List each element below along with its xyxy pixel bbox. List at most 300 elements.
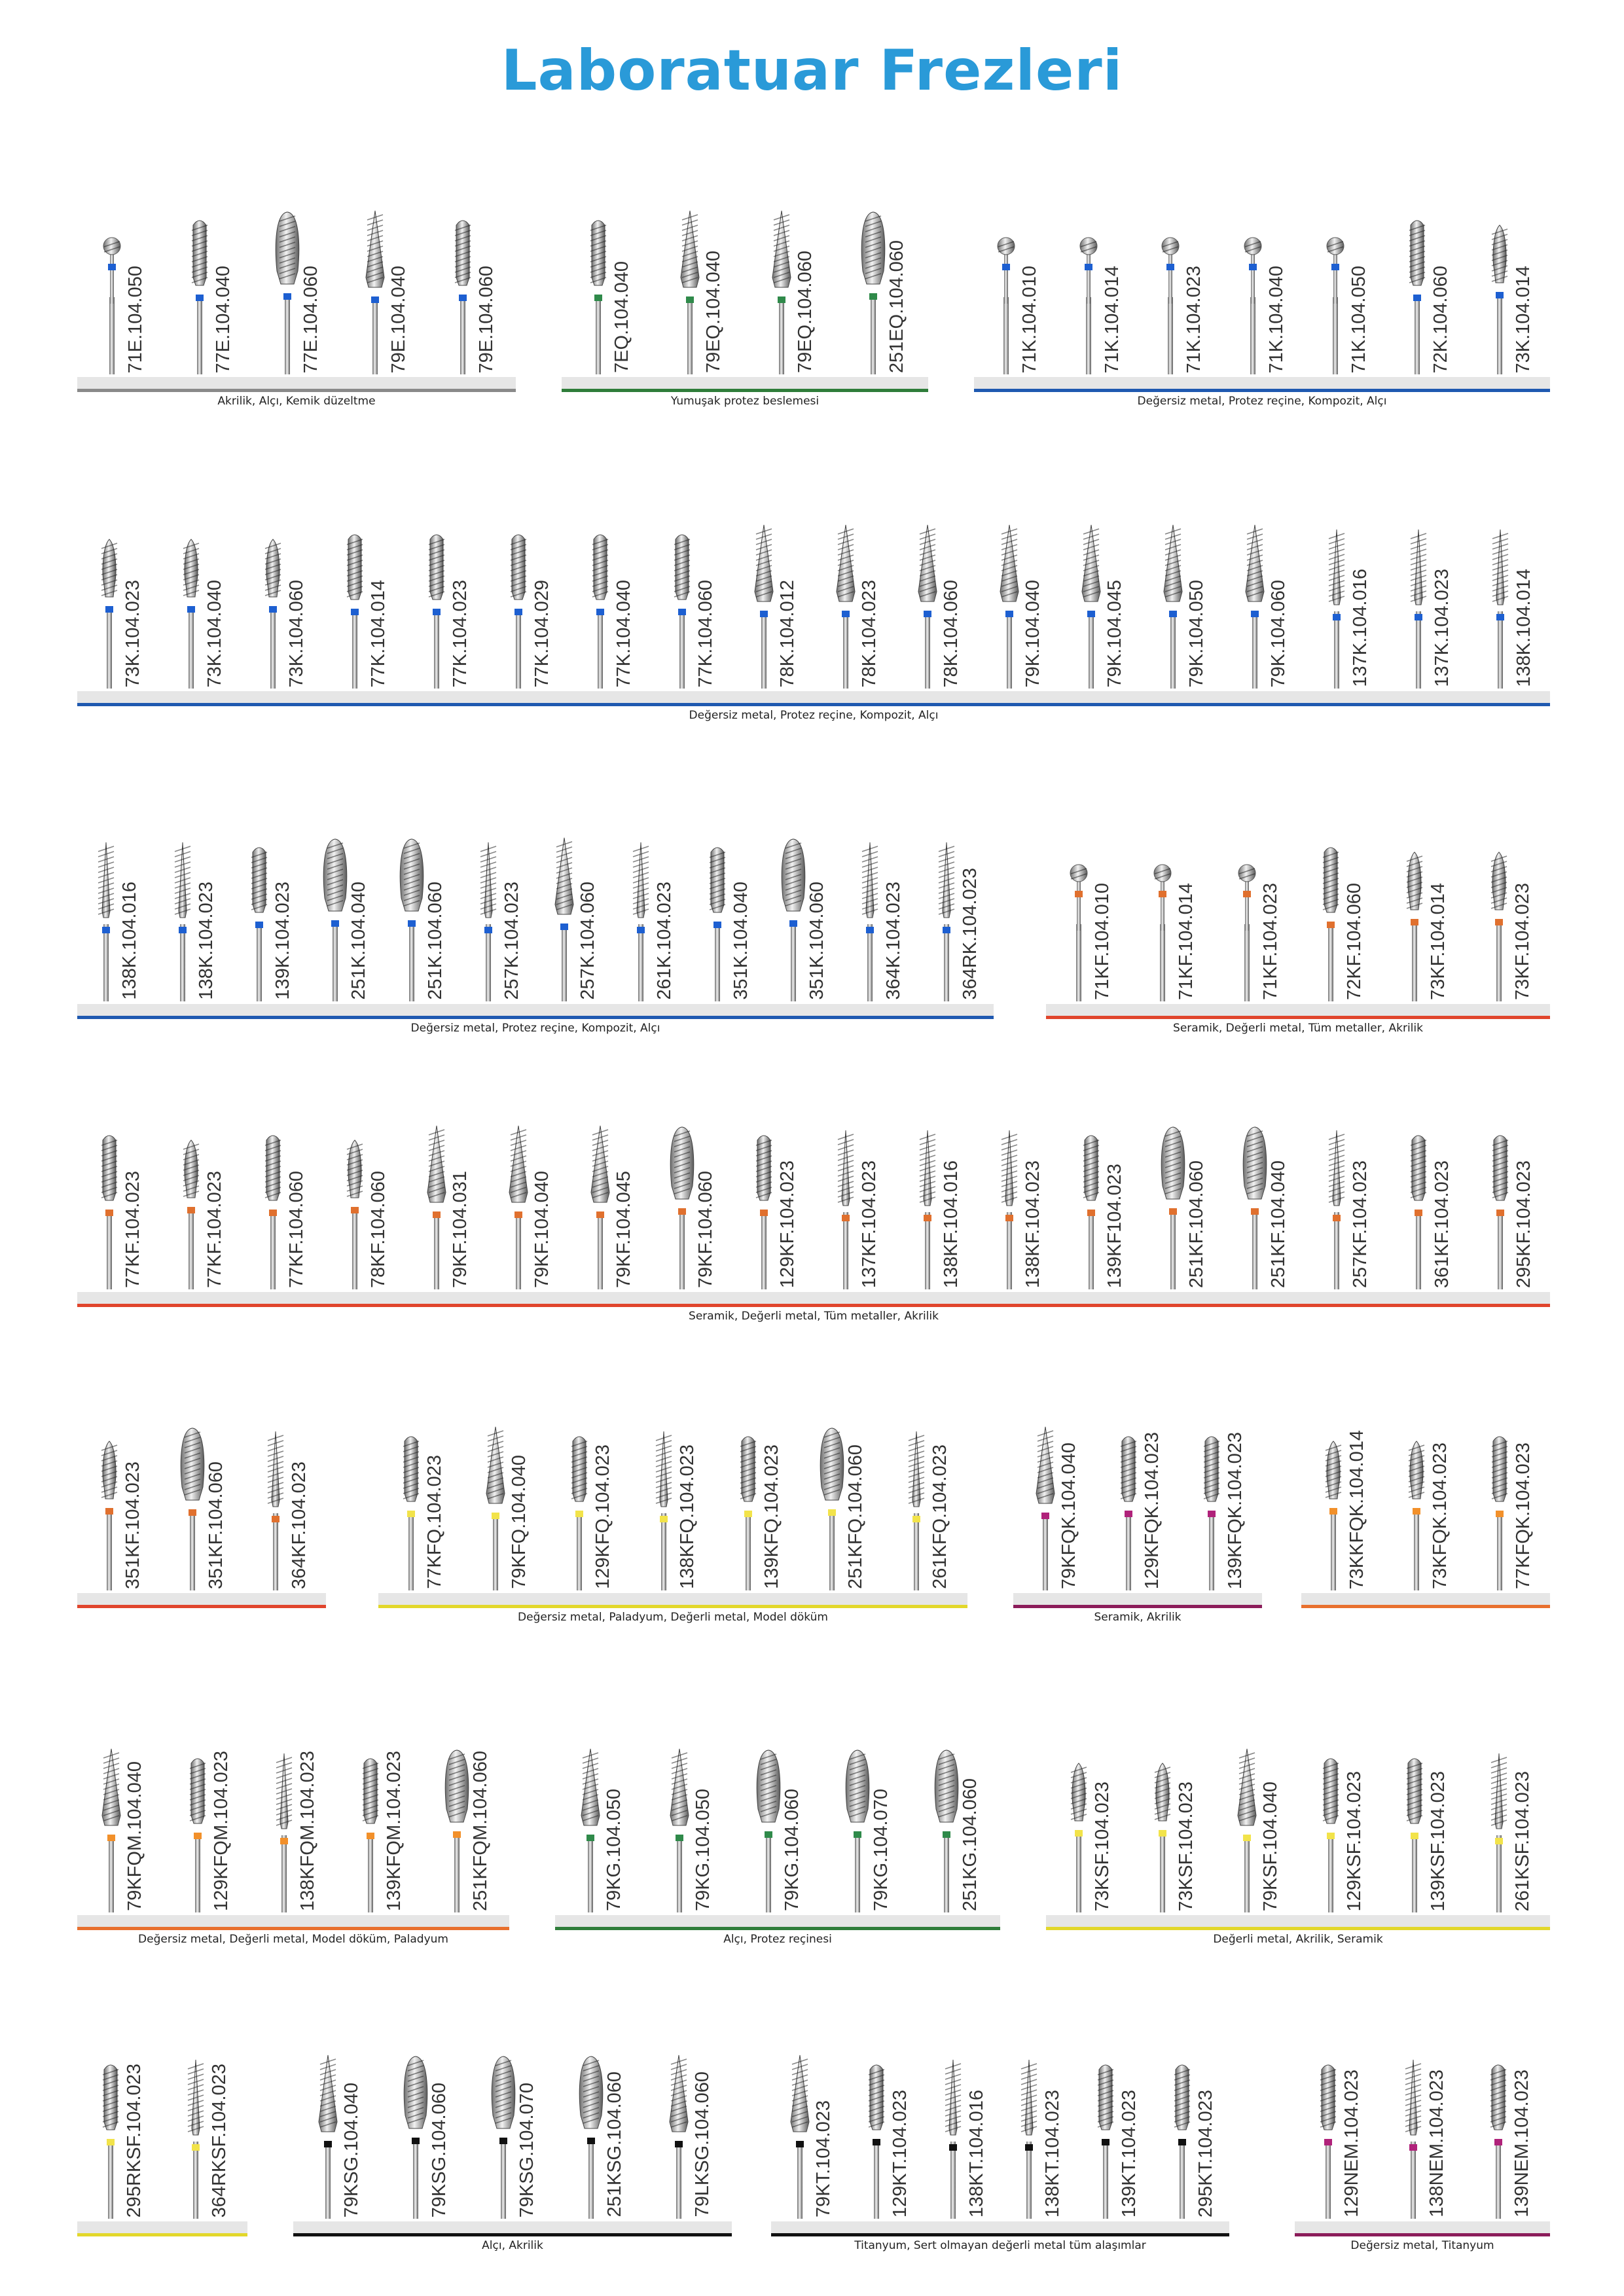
bur-code: 77E.104.040 (213, 265, 234, 373)
bur-code: 138KF.104.023 (1022, 1160, 1043, 1288)
category-rule (1295, 2233, 1550, 2236)
bur-code: 129KFQM.104.023 (211, 1750, 232, 1911)
bur-code: 79KG.104.070 (871, 1788, 892, 1911)
bur-code: 73KF.104.023 (1511, 883, 1533, 1000)
bur-item (799, 1412, 884, 1604)
bur-item (77, 511, 159, 702)
category-caption: Yumuşak protez beslemesi (670, 395, 820, 408)
bur-code: 79KF.104.031 (449, 1171, 471, 1288)
bur-code: 251KSG.104.060 (604, 2072, 625, 2217)
bur-item (1130, 823, 1214, 1014)
bur-item (555, 1734, 644, 1926)
category-rule (555, 1927, 1000, 1930)
bur-code: 139KFQK.104.023 (1224, 1431, 1246, 1589)
category-caption: Değersiz metal, Değerli metal, Model döküm, Paladyum (138, 1933, 448, 1946)
bur-code: 129KT.104.023 (889, 2089, 911, 2217)
bur-list (1046, 1734, 1550, 1926)
number-strip (77, 691, 1550, 703)
category-caption: Seramik, Değerli metal, Tüm metaller, Akrilik (1173, 1022, 1423, 1035)
bur-code: 138K.104.016 (119, 882, 141, 1000)
bur-item (895, 511, 977, 702)
bur-item (381, 2041, 469, 2232)
bur-code: 79KFQK.104.040 (1058, 1442, 1080, 1589)
bur-group-12 (77, 1734, 509, 1950)
bur-code: 138KFQ.104.023 (676, 1444, 698, 1589)
bur-item (77, 1111, 159, 1302)
bur-item (230, 823, 306, 1014)
bur-code: 251KF.104.040 (1267, 1160, 1289, 1288)
bur-item (1056, 196, 1139, 387)
bur-code: 78K.104.023 (858, 579, 880, 687)
bur-code: 364K.104.023 (882, 882, 904, 1000)
bur-code: 79K.104.050 (1185, 579, 1207, 687)
bur-code: 351K.104.060 (806, 882, 828, 1000)
bur-code: 77K.104.060 (695, 579, 716, 687)
bur-code: 295KT.104.023 (1195, 2089, 1216, 2217)
bur-code: 138NEM.104.023 (1426, 2070, 1447, 2217)
bur-code: 138K.104.014 (1513, 569, 1534, 687)
bur-item (1298, 823, 1382, 1014)
page-title: Laboratuar Frezleri (501, 38, 1123, 103)
bur-item (1214, 1734, 1298, 1926)
bur-code: 71K.104.010 (1019, 265, 1040, 373)
bur-list (974, 196, 1550, 387)
bur-code: 139KSF.104.023 (1428, 1770, 1449, 1911)
number-strip (771, 2221, 1229, 2233)
category-rule (77, 2233, 247, 2236)
bur-list (77, 511, 1550, 702)
bur-group-16 (293, 2041, 732, 2257)
bur-item (1059, 511, 1141, 702)
bur-item (77, 1412, 160, 1604)
bur-code: 72K.104.060 (1430, 265, 1452, 373)
bur-item (383, 823, 460, 1014)
bur-item (1221, 196, 1303, 387)
bur-group-13 (555, 1734, 1000, 1950)
category-caption: Alçı, Akrilik (482, 2239, 543, 2252)
bur-code: 139KF104.023 (1104, 1163, 1125, 1288)
bur-code: 257K.104.060 (577, 882, 599, 1000)
bur-code: 257K.104.023 (501, 882, 522, 1000)
bur-item (1386, 1111, 1468, 1302)
bur-code: 72KF.104.060 (1344, 883, 1365, 1000)
category-caption: Değersiz metal, Protez reçine, Kompozit, Alçı (410, 1022, 660, 1035)
bur-code: 77K.104.029 (531, 579, 552, 687)
bur-code: 71E.104.050 (125, 265, 146, 373)
number-strip (1046, 1004, 1550, 1016)
category-rule (77, 1016, 994, 1019)
bur-code: 79E.104.060 (476, 265, 497, 373)
bur-code: 79K.104.040 (1022, 579, 1043, 687)
bur-code: 351K.104.040 (730, 882, 751, 1000)
bur-code: 138KT.104.023 (1042, 2089, 1064, 2217)
bur-list (77, 196, 516, 387)
bur-item (1295, 2041, 1380, 2232)
bur-item (1130, 1734, 1214, 1926)
bur-item (1465, 2041, 1550, 2232)
bur-code: 79KG.104.060 (782, 1788, 803, 1911)
category-rule (1013, 1605, 1262, 1608)
bur-item (428, 196, 516, 387)
bur-code: 71K.104.050 (1348, 265, 1369, 373)
bur-item (159, 511, 241, 702)
bur-item (241, 1111, 323, 1302)
bur-code: 251KFQM.104.060 (470, 1750, 491, 1911)
bur-code: 261K.104.023 (653, 882, 675, 1000)
bur-group-9 (378, 1412, 967, 1628)
bur-code: 77KF.104.060 (285, 1171, 307, 1288)
bur-group-15 (77, 2041, 247, 2257)
bur-item (841, 823, 918, 1014)
bur-group-2 (562, 196, 928, 412)
bur-item (1153, 2041, 1229, 2232)
bur-item (1301, 1412, 1384, 1604)
category-rule (77, 703, 1550, 706)
category-caption: Değerli metal, Akrilik, Seramik (1213, 1933, 1383, 1946)
bur-code: 79KSG.104.060 (429, 2082, 450, 2217)
bur-code: 361KF.104.023 (1431, 1160, 1453, 1288)
bur-item (814, 1111, 895, 1302)
bur-list (1301, 1412, 1550, 1604)
bur-item (405, 1111, 486, 1302)
bur-code: 251K.104.040 (348, 882, 370, 1000)
bur-list (1046, 823, 1550, 1014)
bur-item (1468, 196, 1550, 387)
bur-code: 71K.104.040 (1265, 265, 1287, 373)
bur-item (924, 2041, 1000, 2232)
bur-group-6 (1046, 823, 1550, 1039)
bur-code: 138K.104.023 (195, 882, 217, 1000)
category-rule (974, 389, 1550, 392)
bur-group-11 (1301, 1412, 1550, 1628)
bur-item (77, 2041, 162, 2232)
bur-code: 351KF.104.060 (205, 1461, 226, 1589)
bur-item (323, 1111, 405, 1302)
bur-item (241, 511, 323, 702)
bur-item (159, 1111, 241, 1302)
bur-code: 73K.104.040 (204, 579, 225, 687)
bur-group-4 (77, 511, 1550, 726)
bur-code: 79KG.104.050 (693, 1788, 713, 1911)
bur-code: 137KF.104.023 (858, 1160, 880, 1288)
bur-code: 129KFQK.104.023 (1141, 1431, 1163, 1589)
number-strip (77, 1292, 1550, 1304)
bur-code: 77KF.104.023 (204, 1171, 225, 1288)
bur-item (306, 823, 383, 1014)
bur-code: 77KF.104.023 (122, 1171, 143, 1288)
bur-item (1380, 2041, 1465, 2232)
number-strip (77, 377, 516, 389)
number-strip (77, 1593, 326, 1605)
bur-code: 77K.104.014 (367, 579, 389, 687)
bur-item (568, 511, 650, 702)
category-caption: Seramik, Değerli metal, Tüm metaller, Akrilik (689, 1310, 939, 1323)
bur-code: 129NEM.104.023 (1341, 2070, 1362, 2217)
bur-code: 71KF.104.023 (1259, 883, 1281, 1000)
bur-item (77, 823, 154, 1014)
category-caption: Alçı, Protez reçinesi (723, 1933, 832, 1946)
bur-item (463, 1412, 547, 1604)
bur-item (1214, 823, 1298, 1014)
bur-list (77, 2041, 247, 2232)
bur-code: 129KF.104.023 (776, 1160, 798, 1288)
number-strip (1046, 1915, 1550, 1927)
bur-item (1305, 511, 1386, 702)
number-strip (1295, 2221, 1550, 2233)
bur-item (745, 196, 837, 387)
bur-code: 79KG.104.050 (604, 1788, 624, 1911)
bur-code: 78K.104.060 (940, 579, 962, 687)
bur-code: 73KKFQK.104.014 (1346, 1429, 1368, 1589)
bur-code: 364KF.104.023 (288, 1461, 310, 1589)
bur-code: 77E.104.060 (300, 265, 321, 373)
category-rule (562, 389, 928, 392)
bur-item (653, 196, 745, 387)
bur-code: 295KF.104.023 (1513, 1160, 1534, 1288)
bur-code: 77K.104.023 (449, 579, 471, 687)
category-rule (77, 1304, 1550, 1307)
bur-item (253, 196, 340, 387)
bur-code: 77KFQ.104.023 (424, 1455, 446, 1589)
bur-item (883, 1412, 967, 1604)
bur-list (378, 1412, 967, 1604)
bur-group-1 (77, 196, 516, 412)
bur-item (1305, 1111, 1386, 1302)
bur-item (547, 1412, 631, 1604)
bur-code: 78K.104.012 (776, 579, 798, 687)
bur-code: 79KT.104.023 (813, 2100, 835, 2217)
bur-code: 139K.104.023 (272, 882, 293, 1000)
bur-code: 251KG.104.060 (960, 1778, 981, 1911)
number-strip (293, 2221, 732, 2233)
bur-item (160, 1412, 244, 1604)
category-caption: Titanyum, Sert olmayan değerli metal tüm alaşımlar (854, 2239, 1146, 2252)
bur-item (1059, 1111, 1141, 1302)
bur-code: 79LKSG.104.060 (692, 2072, 713, 2217)
bur-item (1466, 1734, 1550, 1926)
bur-item (688, 823, 765, 1014)
number-strip (974, 377, 1550, 389)
number-strip (77, 1004, 994, 1016)
bur-code: 261KSF.104.023 (1511, 1770, 1533, 1911)
bur-list (77, 1412, 326, 1604)
bur-item (405, 511, 486, 702)
bur-item (765, 823, 841, 1014)
category-caption: Değersiz metal, Titanyum (1350, 2239, 1494, 2252)
bur-item (650, 1111, 732, 1302)
bur-item (1179, 1412, 1262, 1604)
bur-code: 139KFQ.104.023 (761, 1444, 782, 1589)
bur-list (293, 2041, 732, 2232)
bur-code: 364RK.104.023 (959, 868, 981, 1000)
bur-code: 73KSF.104.023 (1176, 1781, 1197, 1911)
bur-code: 79KF.104.040 (531, 1171, 552, 1288)
bur-item (469, 2041, 556, 2232)
bur-item (562, 196, 653, 387)
category-rule (771, 2233, 1229, 2236)
bur-code: 77K.104.040 (613, 579, 634, 687)
bur-item (568, 1111, 650, 1302)
bur-code: 138KT.104.016 (965, 2089, 987, 2217)
bur-item (293, 2041, 381, 2232)
bur-item (1013, 1412, 1096, 1604)
category-rule (1046, 1927, 1550, 1930)
number-strip (77, 1915, 509, 1927)
number-strip (562, 377, 928, 389)
bur-list (1295, 2041, 1550, 2232)
category-caption: Değersiz metal, Paladyum, Değerli metal, Model döküm (518, 1611, 828, 1624)
bur-item (77, 1734, 164, 1926)
category-caption: Seramik, Akrilik (1094, 1611, 1182, 1624)
category-rule (77, 389, 516, 392)
bur-item (1382, 823, 1466, 1014)
category-rule (77, 1605, 326, 1608)
bur-code: 137K.104.023 (1431, 569, 1453, 687)
bur-item (165, 196, 253, 387)
bur-list (555, 1734, 1000, 1926)
bur-code: 79KFQM.104.040 (124, 1761, 145, 1911)
bur-code: 295RKSF.104.023 (124, 2063, 145, 2217)
bur-item (378, 1412, 463, 1604)
bur-item (644, 1734, 733, 1926)
number-strip (555, 1915, 1000, 1927)
bur-list (77, 823, 994, 1014)
bur-item (1046, 1734, 1130, 1926)
bur-code: 73KFQK.104.023 (1429, 1442, 1451, 1589)
bur-group-3 (974, 196, 1550, 412)
bur-code: 79EQ.104.040 (703, 250, 724, 373)
bur-item (732, 1111, 814, 1302)
category-rule (378, 1605, 967, 1608)
bur-code: 79KSG.104.070 (516, 2082, 537, 2217)
bur-item (631, 1412, 715, 1604)
bur-list (1013, 1412, 1262, 1604)
bur-item (323, 511, 405, 702)
bur-item (612, 823, 689, 1014)
bur-code: 71KF.104.014 (1176, 883, 1197, 1000)
bur-code: 139KT.104.023 (1118, 2089, 1140, 2217)
bur-item (243, 1412, 326, 1604)
bur-item (822, 1734, 911, 1926)
bur-code: 79KF.104.060 (695, 1171, 716, 1288)
bur-item (336, 1734, 423, 1926)
number-strip (378, 1593, 967, 1605)
bur-group-10 (1013, 1412, 1262, 1628)
bur-item (650, 511, 732, 702)
bur-item (1467, 1412, 1550, 1604)
number-strip (77, 2221, 247, 2233)
bur-item (486, 511, 568, 702)
bur-code: 73K.104.023 (122, 579, 143, 687)
bur-code: 71K.104.023 (1183, 265, 1205, 373)
bur-code: 251EQ.104.060 (886, 240, 907, 373)
bur-item (974, 196, 1056, 387)
bur-code: 71K.104.014 (1101, 265, 1123, 373)
bur-list (562, 196, 928, 387)
bur-item (814, 511, 895, 702)
bur-code: 137K.104.016 (1349, 569, 1371, 687)
bur-code: 129KFQ.104.023 (592, 1444, 614, 1589)
bur-code: 79KSF.104.040 (1259, 1781, 1281, 1911)
bur-list (77, 1111, 1550, 1302)
bur-code: 251K.104.060 (424, 882, 446, 1000)
bur-group-8 (77, 1412, 326, 1628)
bur-code: 251KF.104.060 (1185, 1160, 1207, 1288)
bur-code: 73K.104.060 (285, 579, 307, 687)
bur-code: 364RKSF.104.023 (209, 2063, 230, 2217)
bur-code: 7EQ.104.040 (611, 261, 632, 373)
category-caption: Değersiz metal, Protez reçine, Kompozit, Alçı (689, 709, 939, 722)
bur-group-5 (77, 823, 994, 1039)
bur-item (1384, 1412, 1468, 1604)
bur-item (1382, 1734, 1466, 1926)
bur-item (1000, 2041, 1077, 2232)
bur-item (917, 823, 994, 1014)
bur-item (1466, 823, 1550, 1014)
bur-item (644, 2041, 732, 2232)
bur-item (77, 196, 165, 387)
bur-code: 77KFQK.104.023 (1512, 1442, 1534, 1589)
bur-code: 138KFQM.104.023 (297, 1750, 318, 1911)
bur-item (1096, 1412, 1180, 1604)
bur-group-7 (77, 1111, 1550, 1327)
bur-item (1303, 196, 1386, 387)
category-rule (293, 2233, 732, 2236)
bur-item (1468, 1111, 1550, 1302)
bur-group-18 (1295, 2041, 1550, 2257)
bur-code: 261KFQ.104.023 (929, 1444, 950, 1589)
bur-item (556, 2041, 644, 2232)
bur-code: 71KF.104.010 (1092, 883, 1113, 1000)
bur-code: 79K.104.045 (1104, 579, 1125, 687)
bur-item (164, 1734, 250, 1926)
bur-item (423, 1734, 509, 1926)
bur-item (733, 1734, 822, 1926)
number-strip (1013, 1593, 1262, 1605)
bur-list (77, 1734, 509, 1926)
bur-list (771, 2041, 1229, 2232)
bur-code: 79K.104.060 (1267, 579, 1289, 687)
number-strip (1301, 1593, 1550, 1605)
category-rule (1046, 1016, 1550, 1019)
bur-item (154, 823, 230, 1014)
bur-item (1223, 511, 1305, 702)
bur-group-17 (771, 2041, 1229, 2257)
bur-item (771, 2041, 848, 2232)
bur-item (1046, 823, 1130, 1014)
bur-item (535, 823, 612, 1014)
bur-item (162, 2041, 247, 2232)
bur-code: 129KSF.104.023 (1344, 1770, 1365, 1911)
bur-item (1468, 511, 1550, 702)
category-caption: Akrilik, Alçı, Kemik düzeltme (217, 395, 376, 408)
bur-item (1141, 1111, 1223, 1302)
bur-code: 73KSF.104.023 (1092, 1781, 1113, 1911)
bur-code: 139NEM.104.023 (1511, 2070, 1532, 2217)
bur-group-14 (1046, 1734, 1550, 1950)
bur-code: 257KF.104.023 (1349, 1160, 1371, 1288)
bur-item (1386, 511, 1468, 702)
bur-item (459, 823, 535, 1014)
bur-item (848, 2041, 924, 2232)
bur-item (1298, 1734, 1382, 1926)
category-caption: Değersiz metal, Protez reçine, Kompozit, Alçı (1137, 395, 1387, 408)
bur-code: 138KF.104.016 (940, 1160, 962, 1288)
bur-item (977, 1111, 1059, 1302)
bur-item (1077, 2041, 1153, 2232)
bur-code: 79KSG.104.040 (341, 2082, 362, 2217)
bur-item (340, 196, 428, 387)
